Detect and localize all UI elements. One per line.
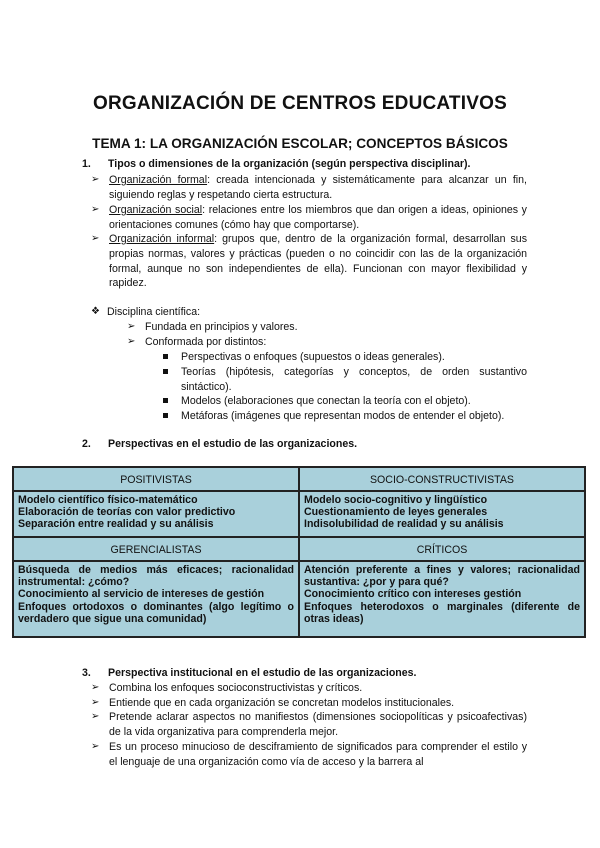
header-socio: SOCIO-CONSTRUCTIVISTAS bbox=[300, 468, 584, 492]
arrow-bullet-icon: ➢ bbox=[91, 204, 100, 215]
arrow-bullet-icon: ➢ bbox=[91, 174, 100, 185]
discipline-label: Disciplina científica: bbox=[107, 306, 201, 318]
square-item-text: Modelos (elaboraciones que conectan la teoría con el objeto). bbox=[181, 395, 471, 407]
criticos-line: Conocimiento crítico con intereses gestión bbox=[304, 588, 522, 601]
socio-line: Indisolubilidad de realidad y su análisis bbox=[304, 518, 504, 531]
square-item-text: Perspectivas o enfoques (supuestos o ideas generales). bbox=[181, 351, 445, 363]
list-item bbox=[91, 710, 527, 740]
section-2-title: Perspectivas en el estudio de las organizaciones. bbox=[108, 438, 358, 450]
gerencialistas-line: Enfoques ortodoxos o dominantes (algo legítimo o verdadero que sigue una comunidad) bbox=[18, 600, 294, 625]
list-item bbox=[163, 409, 527, 424]
section-1-title: Tipos o dimensiones de la organización (según perspectiva disciplinar). bbox=[108, 158, 471, 170]
section-3-title: Perspectiva institucional en el estudio de las organizaciones. bbox=[108, 667, 417, 679]
header-positivistas: POSITIVISTAS bbox=[14, 468, 298, 492]
list-item bbox=[127, 320, 527, 335]
term-formal-text: : creada intencionada y sistemáticamente para alcanzar un fin, siguiendo reglas y respetando cierta estructura. bbox=[109, 174, 527, 201]
positivistas-line: Elaboración de teorías con valor predictivo bbox=[18, 506, 236, 519]
square-item-text: Metáforas (imágenes que representan modos de entender el objeto). bbox=[181, 410, 505, 422]
cell-gerencialistas bbox=[13, 537, 299, 637]
cell-positivistas bbox=[13, 467, 299, 537]
list-item bbox=[91, 232, 527, 291]
list-item bbox=[91, 203, 527, 233]
list-item bbox=[91, 305, 527, 320]
criticos-line: Enfoques heterodoxos o marginales (diferente de otras ideas) bbox=[304, 600, 580, 625]
arrow-bullet-icon: ➢ bbox=[91, 697, 100, 708]
gerencialistas-line: Conocimiento al servicio de intereses de gestión bbox=[18, 588, 265, 601]
arrow-bullet-icon: ➢ bbox=[127, 336, 136, 347]
diamond-bullet-icon: ❖ bbox=[91, 306, 100, 317]
section-1-number: 1. bbox=[82, 158, 91, 170]
list-item bbox=[163, 365, 527, 395]
positivistas-line: Modelo científico físico-matemático bbox=[18, 494, 198, 506]
term-informal: Organización informal bbox=[109, 233, 215, 245]
section-3-number: 3. bbox=[82, 667, 91, 679]
list-item bbox=[91, 740, 527, 770]
document-title: ORGANIZACIÓN DE CENTROS EDUCATIVOS bbox=[93, 93, 507, 114]
square-item-text: Teorías (hipótesis, categorías y conceptos, de orden sustantivo sintáctico). bbox=[181, 366, 527, 393]
term-social: Organización social bbox=[109, 204, 203, 216]
term-social-text: : relaciones entre los miembros que dan origen a ideas, opiniones y orientaciones comunes (cómo hay que comportarse). bbox=[109, 204, 527, 231]
section-1-heading bbox=[82, 158, 470, 170]
header-criticos: CRÍTICOS bbox=[300, 538, 584, 562]
section-3-item: Combina los enfoques socioconstructivistas y críticos. bbox=[109, 682, 363, 694]
arrow-bullet-icon: ➢ bbox=[127, 321, 136, 332]
socio-line: Cuestionamiento de leyes generales bbox=[304, 506, 488, 519]
criticos-line: Atención preferente a fines y valores; racionalidad sustantiva: ¿por y para qué? bbox=[304, 564, 580, 589]
socio-line: Modelo socio-cognitivo y lingüístico bbox=[304, 494, 488, 506]
sub-item-text: Conformada por distintos: bbox=[145, 336, 267, 348]
arrow-bullet-icon: ➢ bbox=[91, 682, 100, 693]
section-3-item: Es un proceso minucioso de desciframiento de significados para comprender el estilo y el lenguaje de una organización como vía de acceso y la barrera al bbox=[109, 741, 527, 768]
square-bullet-icon bbox=[163, 365, 181, 395]
square-bullet-icon bbox=[163, 394, 181, 409]
gerencialistas-line: Búsqueda de medios más eficaces; racionalidad instrumental: ¿cómo? bbox=[18, 564, 294, 589]
document-subtitle: TEMA 1: LA ORGANIZACIÓN ESCOLAR; CONCEPTOS BÁSICOS bbox=[92, 136, 508, 151]
perspectives-table bbox=[12, 466, 586, 638]
list-item bbox=[127, 335, 527, 350]
list-item bbox=[91, 173, 527, 203]
list-item bbox=[91, 681, 527, 696]
section-2-number: 2. bbox=[82, 438, 91, 450]
square-bullet-icon bbox=[163, 350, 181, 365]
cell-socio bbox=[299, 467, 585, 537]
list-item bbox=[163, 394, 527, 409]
list-item bbox=[91, 696, 527, 711]
section-2-heading bbox=[82, 438, 357, 450]
sub-item-text: Fundada en principios y valores. bbox=[145, 321, 298, 333]
cell-criticos bbox=[299, 537, 585, 637]
header-gerencialistas: GERENCIALISTAS bbox=[14, 538, 298, 562]
square-bullet-icon bbox=[163, 409, 181, 424]
term-informal-text: : grupos que, dentro de la organización formal, desarrollan sus propias normas, valores y prácticas (pueden o no coincidir con las de la organización formal, aunque no son independientes de ella). Funcionan con mayor flexibilidad y rapidez. bbox=[109, 233, 527, 290]
arrow-bullet-icon: ➢ bbox=[91, 711, 100, 722]
positivistas-line: Separación entre realidad y su análisis bbox=[18, 518, 214, 531]
section-3-item: Pretende aclarar aspectos no manifiestos (dimensiones sociopolíticas y psicoafectivas) de la vida organizativa para comprenderla mejor. bbox=[109, 711, 527, 738]
arrow-bullet-icon: ➢ bbox=[91, 233, 100, 244]
section-3-item: Entiende que en cada organización se concretan modelos institucionales. bbox=[109, 697, 455, 709]
section-3-heading bbox=[82, 667, 417, 679]
term-formal: Organización formal bbox=[109, 174, 208, 186]
list-item bbox=[163, 350, 527, 365]
arrow-bullet-icon: ➢ bbox=[91, 741, 100, 752]
